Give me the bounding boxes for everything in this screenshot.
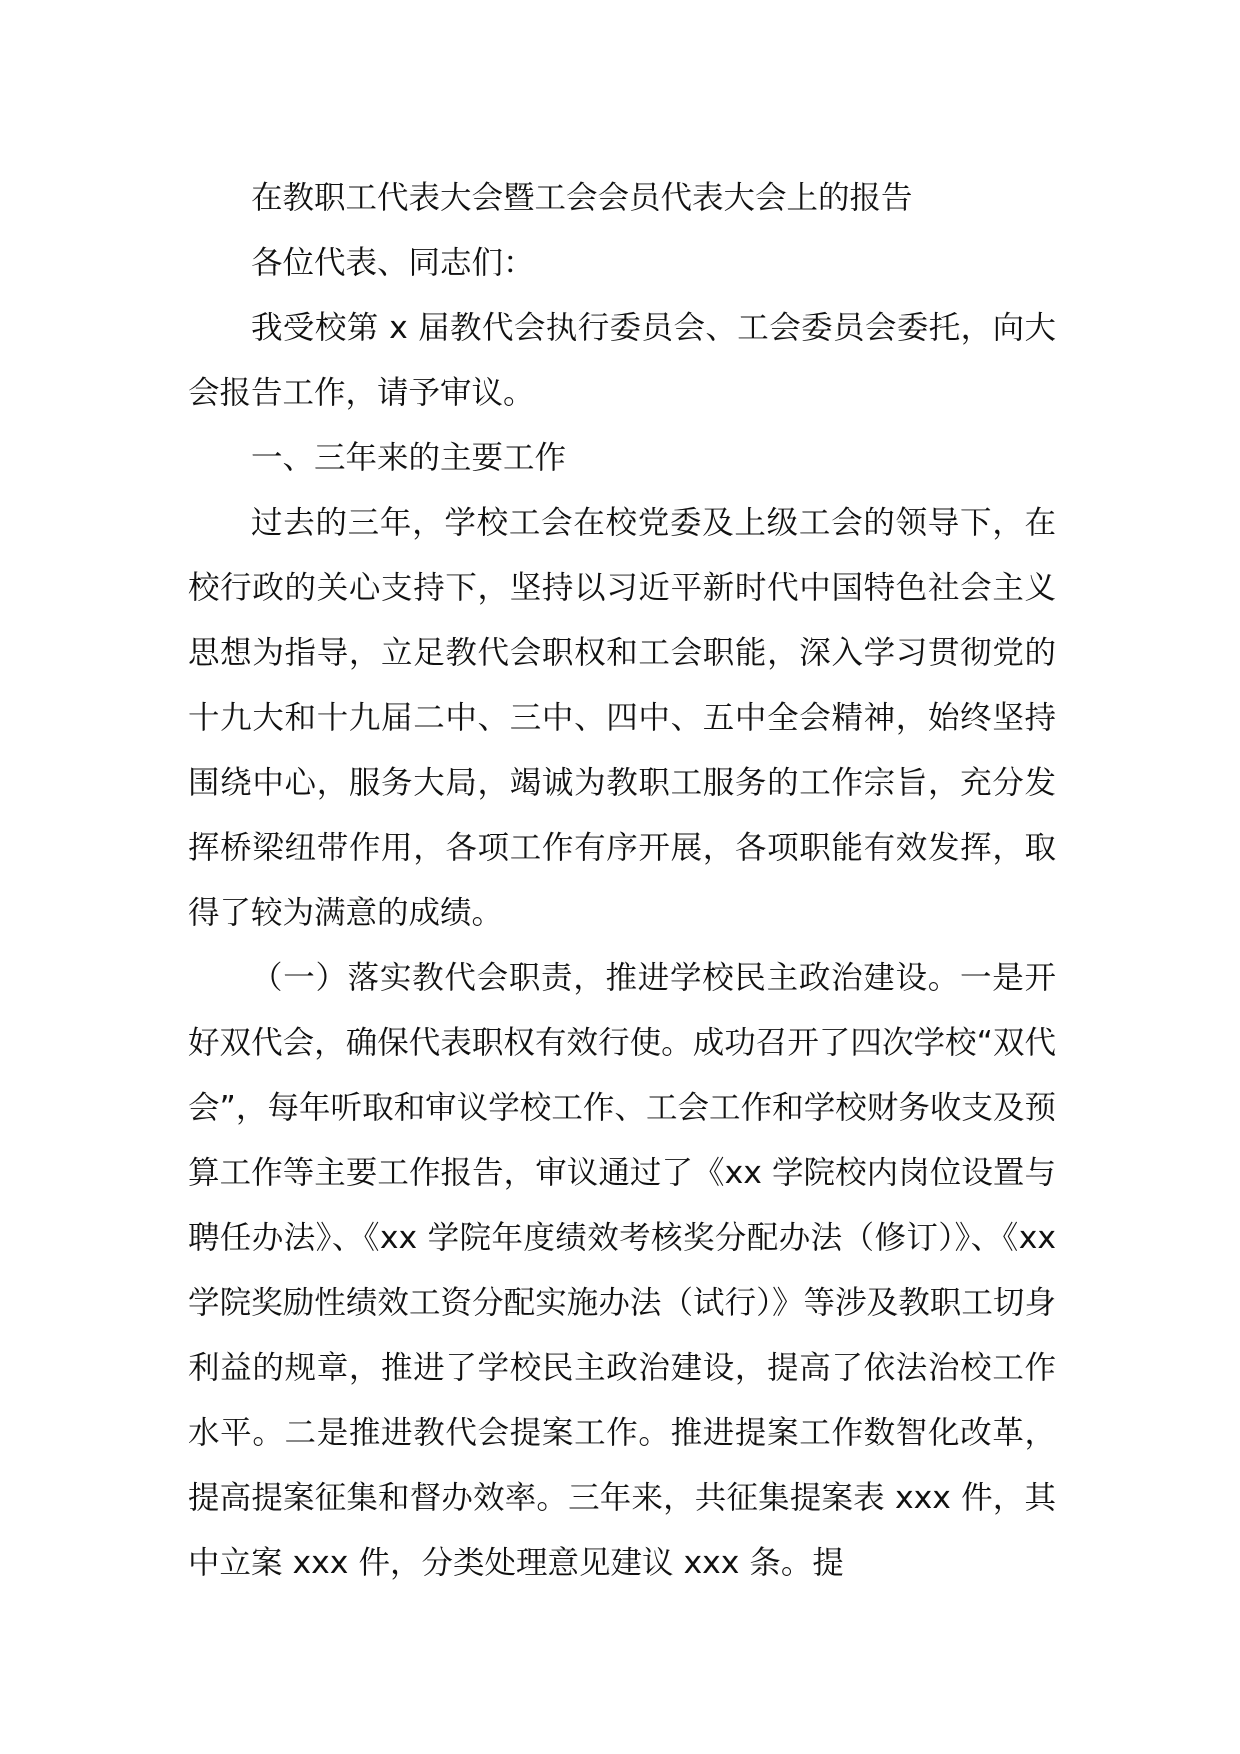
document-body — [188, 166, 1056, 1596]
paragraph-intro: 我受校第 x 届教代会执行委员会、工会委员会委托，向大会报告工作，请予审议。 — [188, 310, 1056, 411]
document-title: 在教职工代表大会暨工会会员代表大会上的报告 — [251, 180, 913, 216]
section-heading: 一、三年来的主要工作 — [251, 440, 567, 476]
paragraph-overview: 过去的三年，学校工会在校党委及上级工会的领导下，在校行政的关心支持下，坚持以习近平新时代中国特色社会主义思想为指导，立足教代会职权和工会职能，深入学习贯彻党的十九大和十九届二中、三中、四中、五中全会精神，始终坚持围绕中心，服务大局，竭诚为教职工服务的工作宗旨，充分发挥桥梁纽带作用，各项工作有序开展，各项职能有效发挥，取得了较为满意的成绩。 — [188, 505, 1056, 931]
paragraph-subsection-1: （一）落实教代会职责，推进学校民主政治建设。一是开好双代会，确保代表职权有效行使。成功召开了四次学校“双代会”，每年听取和审议学校工作、工会工作和学校财务收支及预算工作等主要工作报告，审议通过了《xx 学院校内岗位设置与聘任办法》、《xx 学院年度绩效考核奖分配办法（修订）》、《xx 学院奖励性绩效工资分配实施办法（试行）》等涉及教职工切身利益的规章，推进了学校民主政治建设，提高了依法治校工作水平。二是推进教代会提案工作。推进提案工作数智化改革，提高提案征集和督办效率。三年来，共征集提案表 xxx 件，其中立案 xxx 件，分类处理意见建议 xxx 条。提 — [188, 960, 1056, 1581]
salutation: 各位代表、同志们： — [251, 245, 535, 281]
